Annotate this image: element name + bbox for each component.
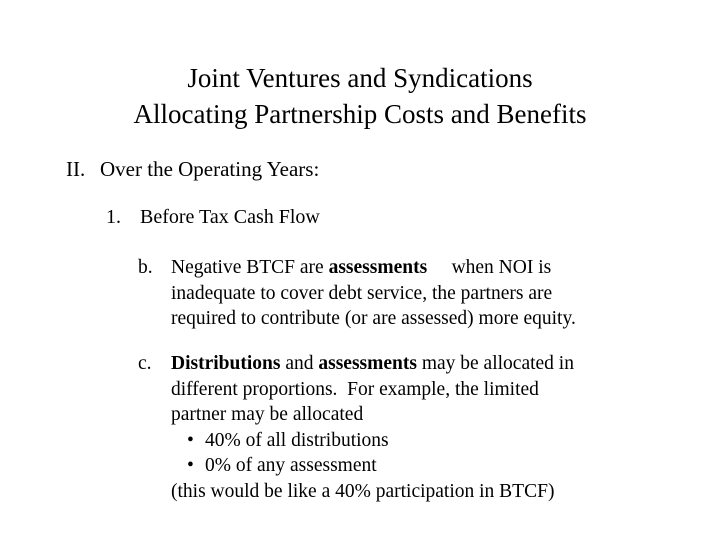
distributions-bold: Distributions [171,353,281,374]
section-heading [66,157,319,181]
assessments-bold-2: assessments [318,353,417,374]
slide-title: Joint Ventures and Syndications [187,63,533,93]
bullet-text-distributions: 40% of all distributions [205,429,389,451]
subsection-marker: 1. [106,206,121,228]
item-c-line-1-mid: and [280,353,319,374]
item-c-line-1 [171,352,574,378]
slide-subtitle: Allocating Partnership Costs and Benefits [133,99,587,129]
bullet-item-assessment [171,454,574,480]
bullet-icon: • [187,455,194,476]
bullet-text-assessment: 0% of any assessment [205,455,377,476]
subsection-text: Before Tax Cash Flow [140,206,320,228]
item-c-marker: c. [138,353,152,374]
item-b-marker: b. [138,257,153,278]
bullet-icon: • [187,429,194,451]
item-c-line-1-end: may be allocated in [416,353,574,374]
item-c-line-last: (this would be like a 40% participation in BTCF) [171,480,555,502]
item-c-line-2: different proportions. For example, the limited [171,378,539,400]
item-b-line-2: inadequate to cover debt service, the partners are [171,282,553,304]
item-b-line-3: required to contribute (or are assessed) more equity. [171,308,576,329]
item-c-text [171,352,574,505]
item-b-line-1 [171,256,576,282]
item-c-line-3: partner may be allocated [171,404,364,425]
item-b-text [171,256,576,333]
subsection-heading [106,205,320,229]
section-text: Over the Operating Years: [100,157,320,181]
assessments-bold: assessments [328,257,428,278]
item-b-line-1-end: when NOI is [427,257,552,278]
section-marker: II. [66,157,86,181]
item-b-line-1-text: Negative BTCF are [171,257,329,278]
bullet-item-distributions [171,429,574,455]
